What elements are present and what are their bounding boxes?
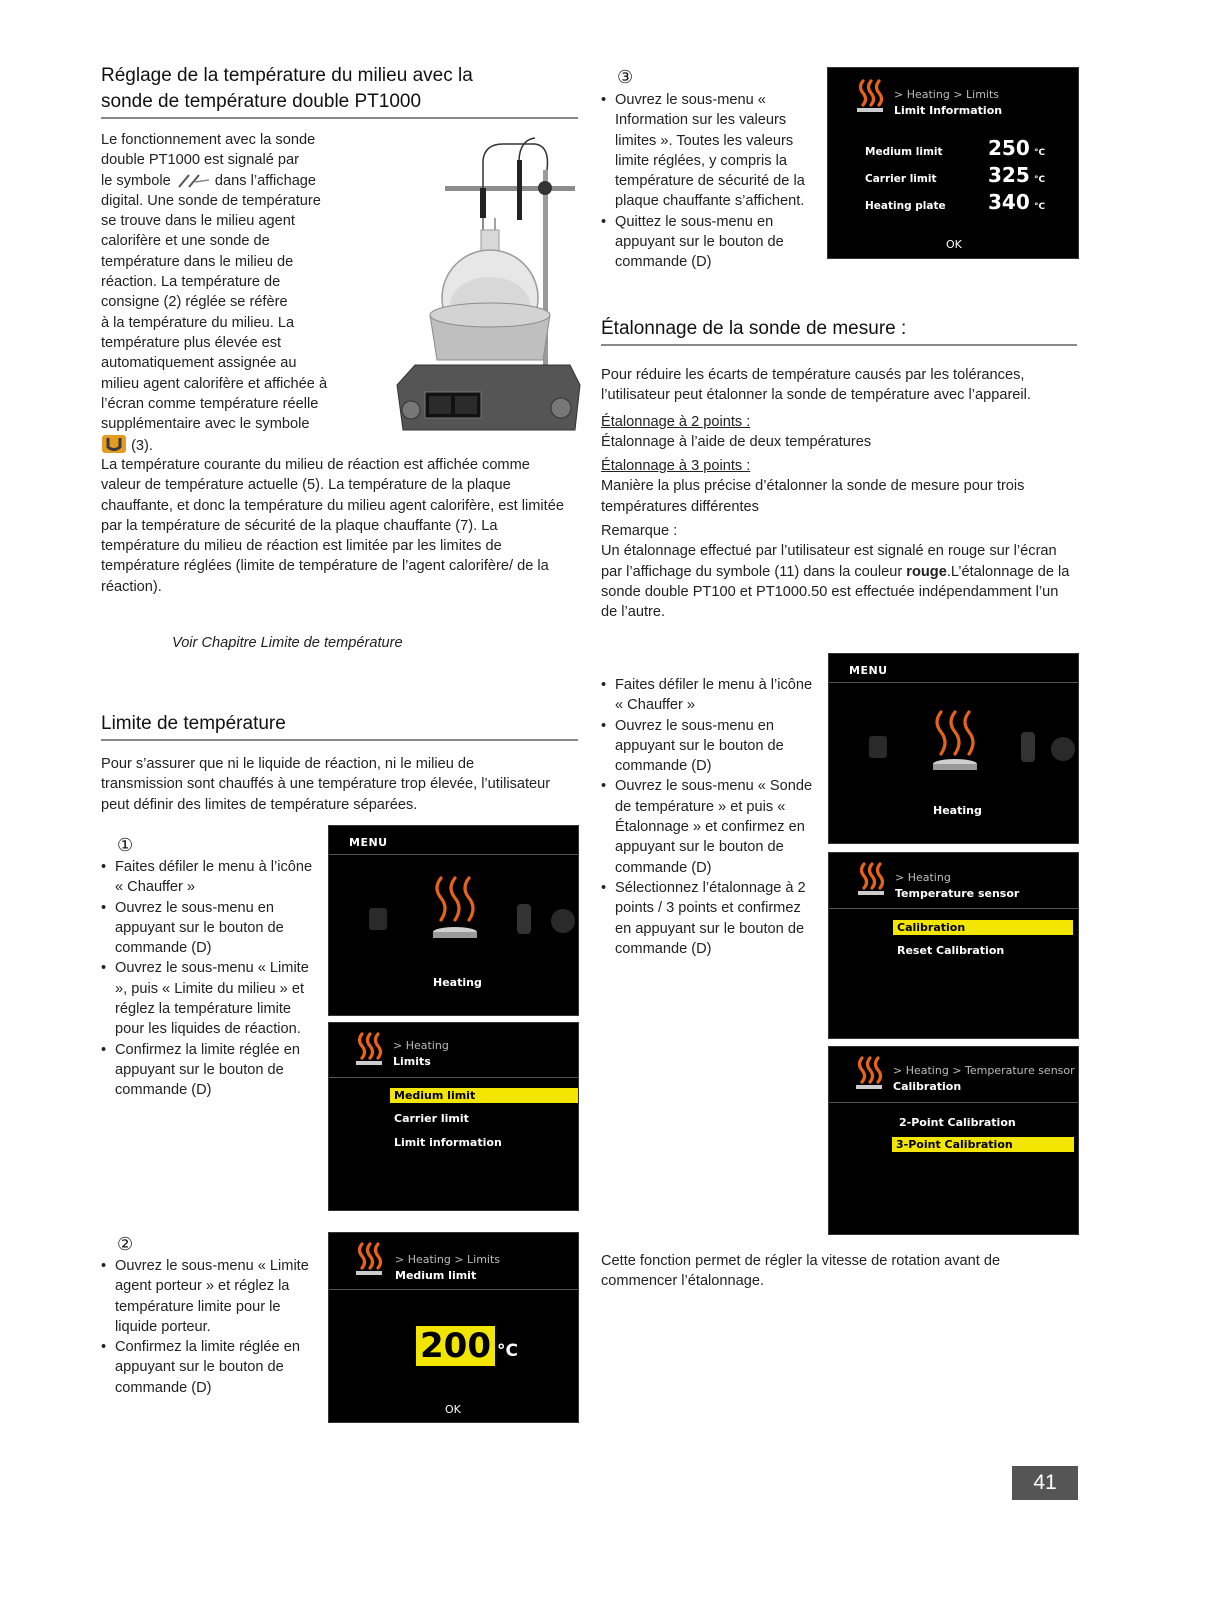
ok-button[interactable]: OK xyxy=(445,1403,461,1416)
text-line-symbol xyxy=(101,171,371,191)
paragraph-text: Pour réduire les écarts de température causés par les tolérances, l’utilisateur peut étalonner la sonde de température avec l’appareil. xyxy=(601,367,1031,404)
text-line: réaction. La température de xyxy=(101,274,281,291)
step3-instructions xyxy=(601,90,813,273)
submenu-title: Calibration xyxy=(893,1080,962,1093)
calibration-instructions xyxy=(601,675,815,959)
text-line: automatiquement assignée au xyxy=(101,355,297,372)
menu-item-limit-information[interactable]: Limit information xyxy=(394,1136,502,1149)
text-line: l’écran comme température réelle xyxy=(101,395,319,412)
menu-carousel-icons xyxy=(829,694,1078,804)
menu-item-medium-limit[interactable]: Medium limit xyxy=(390,1088,578,1103)
intro-paragraph xyxy=(101,130,371,457)
text-bold: rouge xyxy=(906,563,947,580)
subheading-three-point: Étalonnage à 3 points : xyxy=(601,458,751,475)
row-label-medium-limit: Medium limit xyxy=(865,146,943,158)
text-fragment: le symbole xyxy=(101,172,171,189)
heat-bath-icon xyxy=(101,434,127,454)
bullet-item: • Ouvrez le sous-menu « Limite agent porteur » et réglez la température limite pour le liquide porteur. xyxy=(101,1256,316,1337)
heating-icon xyxy=(854,78,886,114)
bullet-item: • Ouvrez le sous-menu en appuyant sur le bouton de commande (D) xyxy=(601,716,815,777)
step-marker-1: ① xyxy=(117,835,134,855)
see-chapter-note: Voir Chapitre Limite de température xyxy=(172,635,403,651)
heading-line-1: Réglage de la température du milieu avec la xyxy=(101,65,473,86)
breadcrumb: > Heating xyxy=(895,871,951,884)
menu-caption: Heating xyxy=(433,976,482,989)
text-line: supplémentaire avec le symbole xyxy=(101,416,310,433)
bullet-item: • Ouvrez le sous-menu en appuyant sur le bouton de commande (D) xyxy=(101,898,316,959)
section-heading-medium-temp xyxy=(101,63,578,119)
text-line-symbol xyxy=(101,434,371,456)
medium-limit-value[interactable]: 200 xyxy=(416,1326,495,1366)
heading-line-2: sonde de température double PT1000 xyxy=(101,91,422,112)
menu-item-calibration[interactable]: Calibration xyxy=(893,920,1073,935)
text-line: consigne (2) réglée se réfère xyxy=(101,294,288,311)
row-value-medium-limit: 250 xyxy=(988,136,1030,160)
text-line: se trouve dans le milieu agent xyxy=(101,213,295,230)
section-heading-calibration: Étalonnage de la sonde de mesure : xyxy=(601,316,1077,346)
ok-button[interactable]: OK xyxy=(946,238,962,251)
text-line: à la température du milieu. La xyxy=(101,314,295,331)
unit-label: °C xyxy=(1034,202,1046,212)
paragraph-text: Étalonnage à l’aide de deux températures xyxy=(601,433,872,450)
step1-instructions xyxy=(101,857,316,1101)
unit-label: °C xyxy=(1034,148,1046,158)
menu-carousel-icons xyxy=(329,866,578,976)
text-line: température dans le milieu de xyxy=(101,253,294,270)
menu-item-carrier-limit[interactable]: Carrier limit xyxy=(394,1112,469,1125)
breadcrumb: > Heating > Limits xyxy=(894,88,1000,101)
bullet-item: • Ouvrez le sous-menu « Sonde de température » et puis « Étalonnage » et confirmez en appuyant sur le bouton de commande (D) xyxy=(601,776,815,877)
step2-instructions xyxy=(101,1256,316,1398)
menu-item-reset-calibration[interactable]: Reset Calibration xyxy=(897,944,1005,957)
limit-intro-paragraph: Pour s’assurer que ni le liquide de réaction, ni le milieu de transmission sont chauffés à une température trop élevée, l’utilisateur peut définir des limites de température séparées. xyxy=(101,756,551,813)
submenu-title: Limits xyxy=(393,1055,431,1068)
text-fragment: .L’étalonnage de la sonde double PT100 et PT1000.50 est effectuée indépendamment l’un de l’autre. xyxy=(601,563,1070,621)
unit-label: °C xyxy=(1034,175,1046,185)
screen-medium-limit xyxy=(328,1232,579,1423)
text-line: double PT1000 est signalé par xyxy=(101,152,299,169)
paragraph-text: La température courante du milieu de réaction est affichée comme valeur de température actuelle (5). La température de la plaque chauffante, et donc la température du milieu agent calorifère, est limitée par la température de sécurité de la plaque chauffante (7). La température du milieu de réaction est limitée par les limites de température réglées (limite de température de l’agent calorifère/ de la réaction). xyxy=(101,457,564,595)
screen-title: MENU xyxy=(349,836,388,849)
submenu-title: Medium limit xyxy=(395,1269,477,1282)
bullet-item: • Quittez le sous-menu en appuyant sur le bouton de commande (D) xyxy=(601,212,813,273)
heating-icon xyxy=(855,861,887,897)
submenu-title: Limit Information xyxy=(894,104,1003,117)
calibration-footer-text: Cette fonction permet de régler la vitesse de rotation avant de commencer l’étalonnage. xyxy=(601,1253,1001,1290)
text-line: Le fonctionnement avec la sonde xyxy=(101,132,316,148)
text-fragment: dans l’affichage xyxy=(214,172,317,189)
row-label-carrier-limit: Carrier limit xyxy=(865,173,937,185)
screen-menu-heating-2 xyxy=(828,653,1079,844)
bullet-item: • Ouvrez le sous-menu « Limite », puis « Limite du milieu » et réglez la température limite pour les liquides de réaction. xyxy=(101,958,316,1039)
menu-item-3-point-calibration[interactable]: 3-Point Calibration xyxy=(892,1137,1074,1152)
step-marker-3: ③ xyxy=(617,67,634,87)
remark-title: Remarque : xyxy=(601,523,678,540)
dual-probe-icon xyxy=(175,172,211,188)
row-label-heating-plate: Heating plate xyxy=(865,200,946,212)
screen-limits xyxy=(328,1022,579,1211)
hotplate-apparatus-illustration xyxy=(385,130,585,440)
screen-title: MENU xyxy=(849,664,888,677)
text-line: milieu agent calorifère et affichée à xyxy=(101,375,328,392)
bullet-item: • Confirmez la limite réglée en appuyant sur le bouton de commande (D) xyxy=(101,1337,316,1398)
calibration-text xyxy=(601,365,1077,623)
submenu-title: Temperature sensor xyxy=(895,887,1020,900)
step-marker-2: ② xyxy=(117,1234,134,1254)
breadcrumb: > Heating xyxy=(393,1039,449,1052)
heating-icon xyxy=(853,1055,885,1091)
menu-item-2-point-calibration[interactable]: 2-Point Calibration xyxy=(899,1116,1016,1129)
bullet-item: • Confirmez la limite réglée en appuyant sur le bouton de commande (D) xyxy=(101,1040,316,1101)
breadcrumb: > Heating > Temperature sensor xyxy=(893,1064,1075,1077)
screen-menu-heating xyxy=(328,825,579,1016)
text-fragment: Un étalonnage effectué par l’utilisateur est signalé en rouge sur l’écran par l’affichage du symbole (11) dans la couleur xyxy=(601,543,1057,580)
screen-limit-information xyxy=(827,67,1079,259)
section-heading-temp-limit: Limite de température xyxy=(101,711,578,741)
paragraph-text: Manière la plus précise d’étalonner la sonde de mesure pour trois températures différentes xyxy=(601,478,1025,515)
breadcrumb: > Heating > Limits xyxy=(395,1253,501,1266)
row-value-heating-plate: 340 xyxy=(988,190,1030,214)
paragraph-current-temp xyxy=(101,455,571,597)
unit-label: °C xyxy=(497,1341,518,1361)
bullet-item: • Faites défiler le menu à l’icône « Chauffer » xyxy=(101,857,316,898)
text-line: digital. Une sonde de température xyxy=(101,192,321,209)
heating-icon xyxy=(353,1241,385,1277)
row-value-carrier-limit: 325 xyxy=(988,163,1030,187)
text-line: température plus élevée est xyxy=(101,334,282,351)
bullet-item: • Sélectionnez l’étalonnage à 2 points / 3 points et confirmez en appuyant sur le bouton de commande (D) xyxy=(601,878,815,959)
heating-icon xyxy=(353,1031,385,1067)
remark-text xyxy=(601,541,1077,622)
screen-temperature-sensor xyxy=(828,852,1079,1039)
page-number: 41 xyxy=(1012,1466,1078,1500)
subheading-two-point: Étalonnage à 2 points : xyxy=(601,413,751,430)
screen-calibration xyxy=(828,1046,1079,1235)
bullet-item: • Faites défiler le menu à l’icône « Chauffer » xyxy=(601,675,815,716)
bullet-item: • Ouvrez le sous-menu « Information sur les valeurs limites ». Toutes les valeurs limite réglées, y compris la température de sécurité de la plaque chauffante s’affichent. xyxy=(601,90,813,212)
text-line: calorifère et une sonde de xyxy=(101,233,270,250)
menu-caption: Heating xyxy=(933,804,982,817)
text-fragment: (3). xyxy=(131,438,153,455)
